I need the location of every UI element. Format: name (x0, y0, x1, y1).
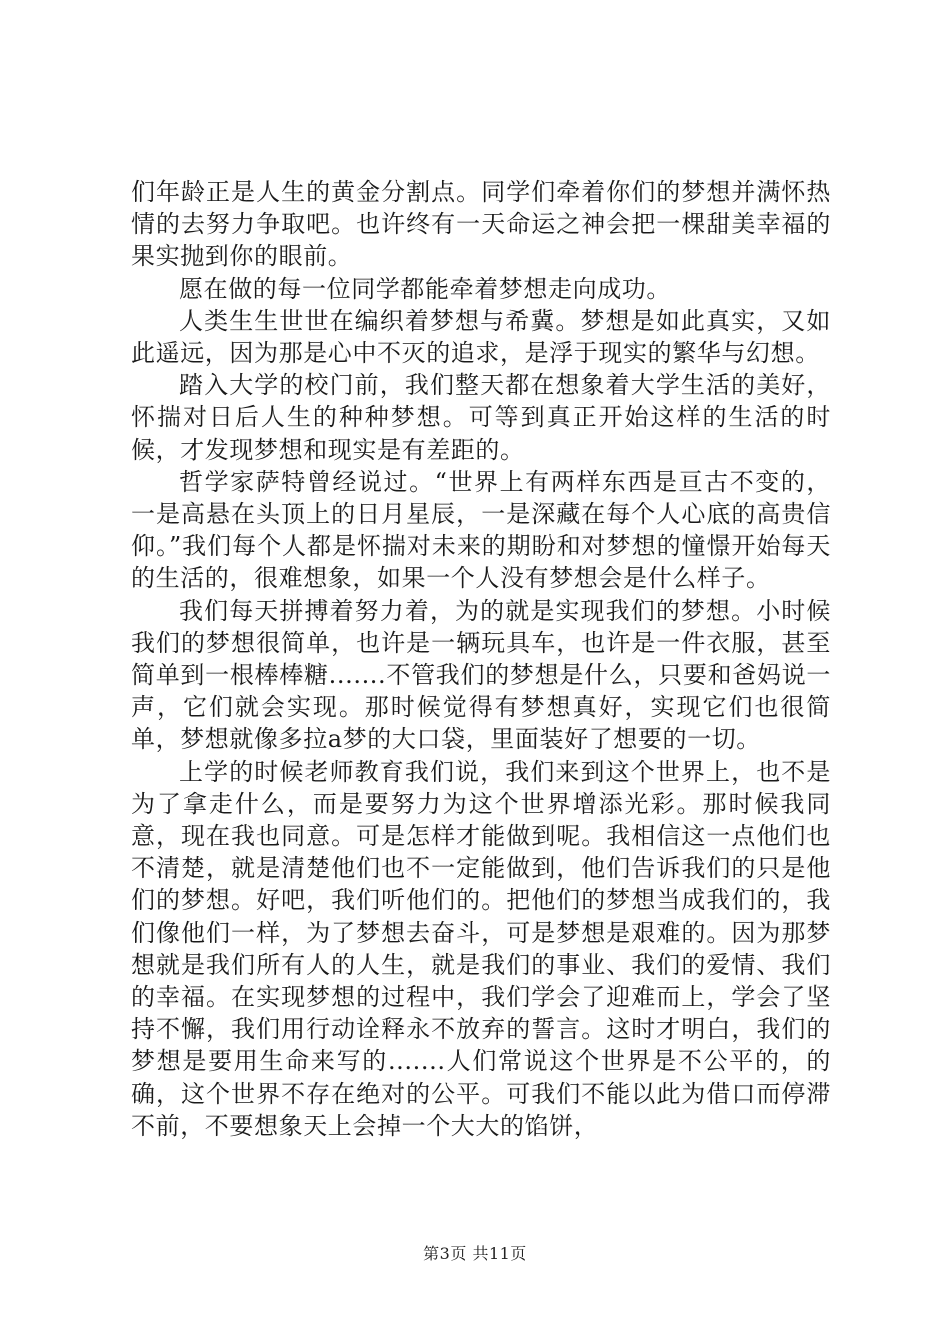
paragraph-3: 人类生生世世在编织着梦想与希冀。梦想是如此真实，又如此遥远，因为那是心中不灭的追求，是浮于现实的繁华与幻想。 (131, 306, 831, 368)
paragraph-6: 我们每天拼搏着努力着，为的就是实现我们的梦想。小时候我们的梦想很简单，也许是一辆玩具车，也许是一件衣服，甚至简单到一根棒棒糖.......不管我们的梦想是什么，只要和爸妈说一声，它们就会实现。那时候觉得有梦想真好，实现它们也很简单，梦想就像多拉a梦的大口袋，里面装好了想要的一切。 (131, 596, 831, 754)
paragraph-4: 踏入大学的校门前，我们整天都在想象着大学生活的美好，怀揣对日后人生的种种梦想。可等到真正开始这样的生活的时候，才发现梦想和现实是有差距的。 (131, 371, 831, 464)
page-number-footer: 第3页 共11页 (423, 1244, 527, 1263)
paragraph-7: 上学的时候老师教育我们说，我们来到这个世界上，也不是为了拿走什么，而是要努力为这个世界增添光彩。那时候我同意，现在我也同意。可是怎样才能做到呢。我相信这一点他们也不清楚，就是清楚他们也不一定能做到，他们告诉我们的只是他们的梦想。好吧，我们听他们的。把他们的梦想当成我们的，我们像他们一样，为了梦想去奋斗，可是梦想是艰难的。因为那梦想就是我们所有人的人生，就是我们的事业、我们的爱情、我们的幸福。在实现梦想的过程中，我们学会了迎难而上，学会了坚持不懈，我们用行动诠释永不放弃的誓言。这时才明白，我们的梦想是要用生命来写的.......人们常说这个世界是不公平的，的确，这个世界不存在绝对的公平。可我们不能以此为借口而停滞不前，不要想象天上会掉一个大大的馅饼， (131, 757, 831, 1140)
paragraph-2: 愿在做的每一位同学都能牵着梦想走向成功。 (179, 274, 671, 303)
paragraph-1: 们年龄正是人生的黄金分割点。同学们牵着你们的梦想并满怀热情的去努力争取吧。也许终有一天命运之神会把一棵甜美幸福的果实抛到你的眼前。 (131, 178, 831, 271)
document-body (131, 176, 831, 1142)
paragraph-5: 哲学家萨特曾经说过。“世界上有两样东西是亘古不变的，一是高悬在头顶上的日月星辰，一是深藏在每个人心底的高贵信仰。”我们每个人都是怀揣对未来的期盼和对梦想的憧憬开始每天的生活的，很难想象，如果一个人没有梦想会是什么样子。 (131, 467, 831, 593)
